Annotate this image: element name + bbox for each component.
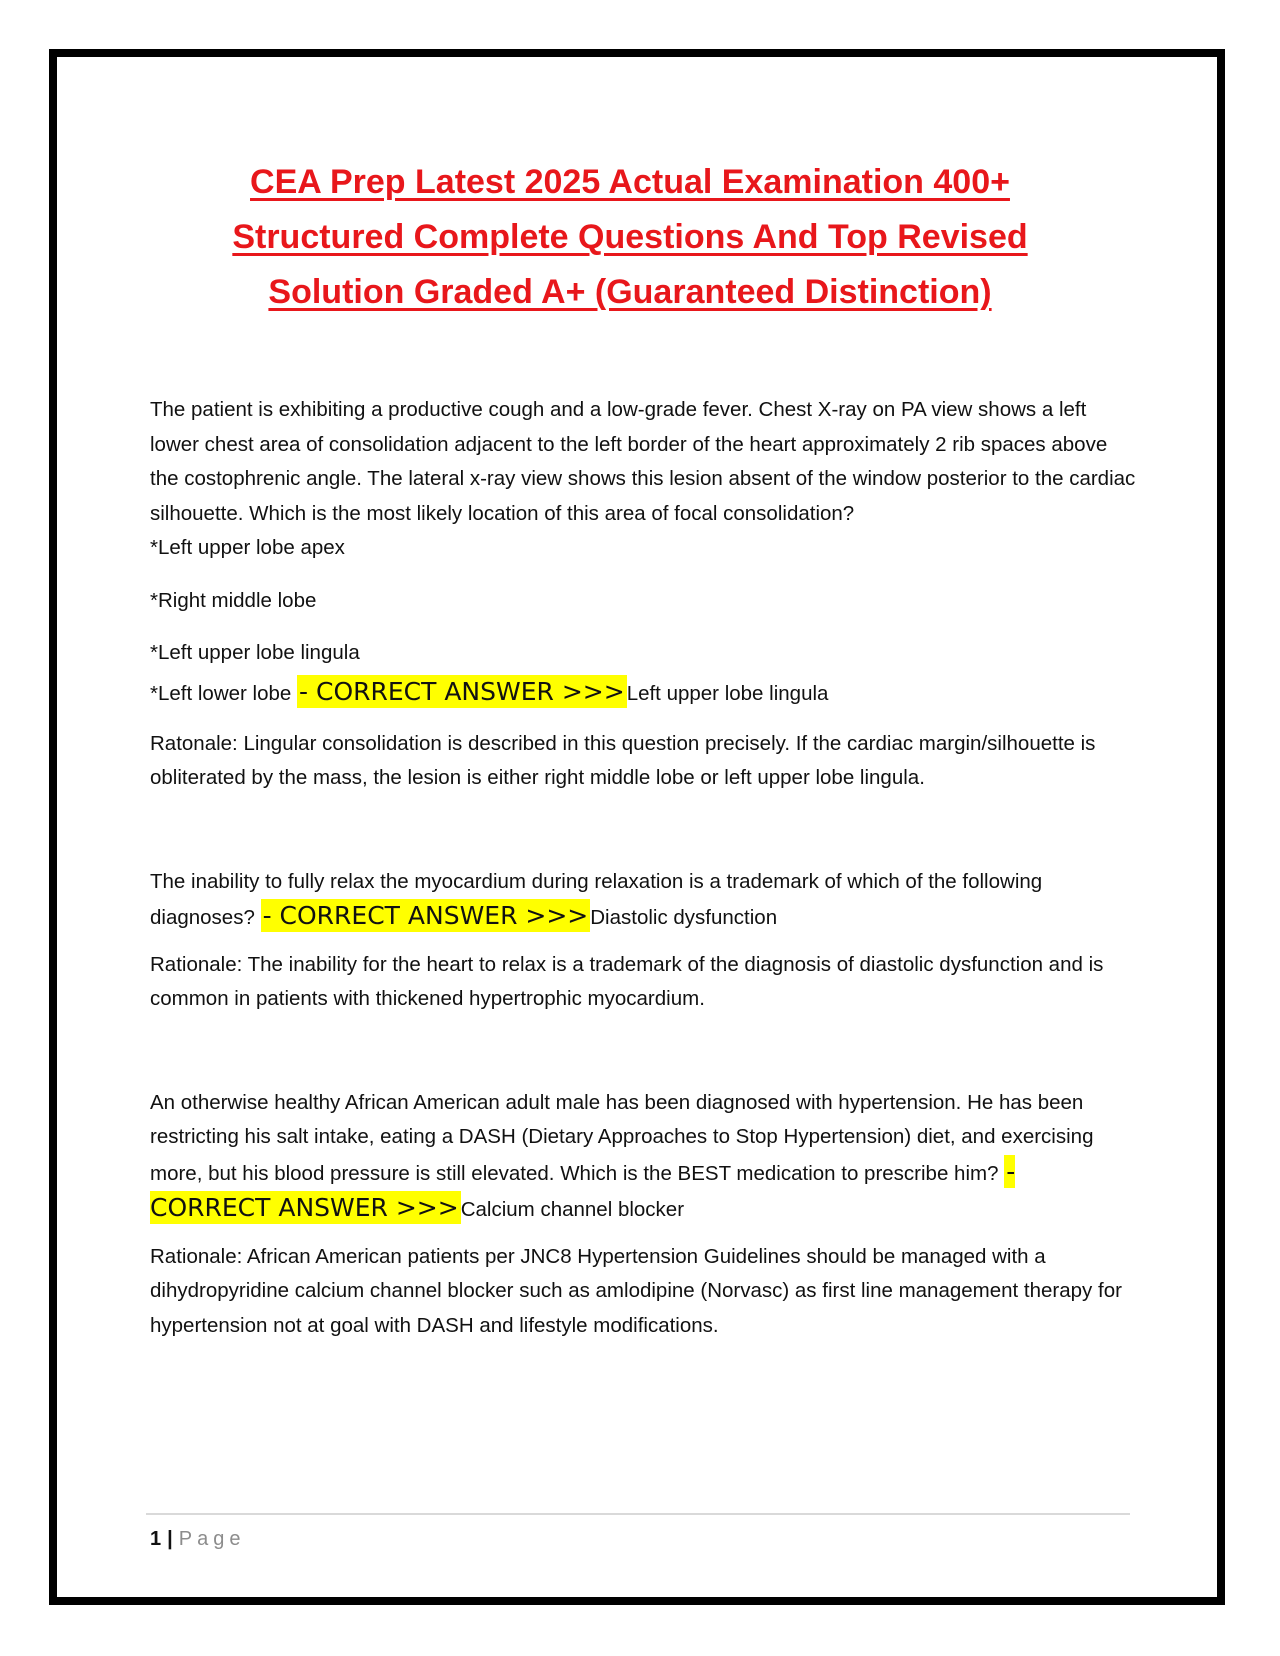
correct-answer: Left upper lobe lingula xyxy=(626,681,829,705)
footer-separator: | xyxy=(167,1528,173,1550)
footer-divider xyxy=(146,1513,1130,1515)
rationale: Ratonale: Lingular consolidation is described in this question precisely. If the cardiac margin/silhouette is obliterated by the mass, the lesion is either right middle lobe or left upper lobe lingula. xyxy=(150,731,1096,789)
document-title: CEA Prep Latest 2025 Actual Examination 400+ Structured Complete Questions And Top Revised Solution Graded A+ (Guaranteed Distinction) xyxy=(232,163,1028,311)
correct-answer-marker: - CORRECT ANSWER >>> xyxy=(299,676,625,706)
question-stem: The inability to fully relax the myocardium during relaxation is a trademark of which of the following diagnoses? xyxy=(150,869,1043,929)
answer-option: *Right middle lobe xyxy=(150,588,317,612)
correct-answer-marker: - CORRECT ANSWER >>> xyxy=(150,1156,1016,1222)
document-body xyxy=(150,393,1140,1343)
answer-option: *Left lower lobe xyxy=(150,681,292,705)
question-block-3 xyxy=(150,1086,1140,1344)
question-block-2 xyxy=(150,865,1140,1017)
page-label: Page xyxy=(178,1528,246,1550)
question-block-1 xyxy=(150,393,1140,796)
rationale: Rationale: The inability for the heart to relax is a trademark of the diagnosis of diastolic dysfunction and is common in patients with thickened hypertrophic myocardium. xyxy=(150,952,1104,1010)
answer-option: *Left upper lobe apex xyxy=(150,536,345,559)
page-number: 1 xyxy=(150,1528,162,1550)
correct-answer: Calcium channel blocker xyxy=(460,1198,685,1221)
page-footer xyxy=(150,1528,245,1551)
question-stem-line xyxy=(150,865,1140,936)
question-stem-line xyxy=(150,1086,1140,1228)
correct-answer: Diastolic dysfunction xyxy=(590,906,778,929)
question-stem: An otherwise healthy African American adult male has been diagnosed with hypertension. He has been restricting his salt intake, eating a DASH (Dietary Approaches to Stop Hypertension) diet, and exercising more, but his blood pressure is still elevated. Which is the BEST medication to prescribe him? xyxy=(150,1090,1094,1185)
answer-option: *Left upper lobe lingula xyxy=(150,641,360,664)
correct-answer-marker: - CORRECT ANSWER >>> xyxy=(262,901,589,930)
answer-line xyxy=(150,671,1140,715)
rationale: Rationale: African American patients per JNC8 Hypertension Guidelines should be managed with a dihydropyridine calcium channel blocker such as amlodipine (Norvasc) as first line management therapy for hypertension not at goal with DASH and lifestyle modifications. xyxy=(150,1244,1122,1337)
question-stem: The patient is exhibiting a productive cough and a low-grade fever. Chest X-ray on PA view shows a left lower chest area of consolidation adjacent to the left border of the heart approximately 2 rib spaces above the costophrenic angle. The lateral x-ray view shows this lesion absent of the window posterior to the cardiac silhouette. Which is the most likely location of this area of focal consolidation? xyxy=(150,398,1136,525)
